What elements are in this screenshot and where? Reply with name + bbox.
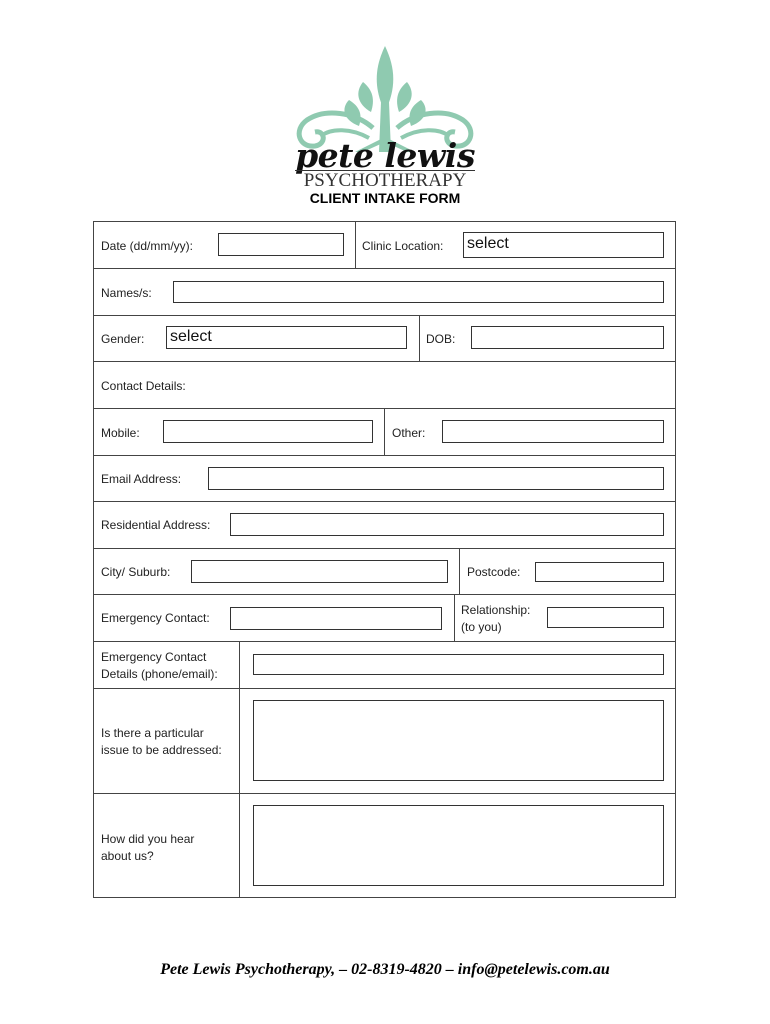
form-title: CLIENT INTAKE FORM xyxy=(309,190,461,206)
residential-address-field[interactable] xyxy=(230,513,664,536)
row-city-postcode xyxy=(94,549,675,595)
email-field[interactable] xyxy=(208,467,664,490)
issue-label: Is there a particular xyxy=(101,726,204,740)
date-label: Date (dd/mm/yy): xyxy=(101,239,194,253)
postcode-field[interactable] xyxy=(535,562,664,582)
clinic-location-select[interactable]: select xyxy=(463,232,664,258)
footer-contact: Pete Lewis Psychotherapy, – 02-8319-4820 – info@petelewis.com.au xyxy=(160,961,610,978)
postcode-label: Postcode: xyxy=(467,565,521,579)
names-label: Names/s: xyxy=(101,286,152,300)
divider xyxy=(239,642,240,688)
logo xyxy=(285,42,485,190)
divider xyxy=(454,595,455,641)
row-date-clinic xyxy=(94,222,675,269)
contact-details-heading: Contact Details: xyxy=(101,379,186,393)
residential-address-label: Residential Address: xyxy=(101,518,211,532)
mobile-field[interactable] xyxy=(163,420,373,443)
emergency-contact-label: Emergency Contact: xyxy=(101,611,210,625)
divider xyxy=(355,222,356,268)
mobile-label: Mobile: xyxy=(101,426,140,440)
relationship-label: Relationship: xyxy=(461,603,531,617)
row-contact-details xyxy=(94,362,675,409)
logo-subtitle: PSYCHOTHERAPY xyxy=(295,170,475,191)
divider xyxy=(419,316,420,361)
emergency-contact-field[interactable] xyxy=(230,607,442,630)
issue-sublabel: issue to be addressed: xyxy=(101,743,222,757)
city-suburb-field[interactable] xyxy=(191,560,448,583)
row-mobile-other xyxy=(94,409,675,456)
gender-select[interactable]: select xyxy=(166,326,407,349)
dob-label: DOB: xyxy=(426,332,456,346)
other-field[interactable] xyxy=(442,420,664,443)
issue-textarea[interactable] xyxy=(253,700,664,781)
emergency-details-field[interactable] xyxy=(253,654,664,675)
row-issue xyxy=(94,689,675,794)
referral-label: How did you hear xyxy=(101,832,195,846)
other-label: Other: xyxy=(392,426,426,440)
row-emergency-details xyxy=(94,642,675,689)
email-label: Email Address: xyxy=(101,472,182,486)
relationship-sublabel: (to you) xyxy=(461,620,502,634)
row-emergency-contact xyxy=(94,595,675,642)
referral-textarea[interactable] xyxy=(253,805,664,886)
row-gender-dob xyxy=(94,316,675,362)
row-names xyxy=(94,269,675,316)
emergency-details-label: Emergency Contact xyxy=(101,650,207,664)
relationship-field[interactable] xyxy=(547,607,664,628)
row-referral xyxy=(94,794,675,897)
city-suburb-label: City/ Suburb: xyxy=(101,565,171,579)
dob-field[interactable] xyxy=(471,326,664,349)
divider xyxy=(459,549,460,594)
divider xyxy=(384,409,385,455)
divider xyxy=(239,689,240,793)
names-field[interactable] xyxy=(173,281,664,303)
intake-form xyxy=(93,221,676,898)
referral-sublabel: about us? xyxy=(101,849,154,863)
row-residential-address xyxy=(94,502,675,549)
emergency-details-sublabel: Details (phone/email): xyxy=(101,667,218,681)
logo-name: pete lewis xyxy=(295,136,475,175)
clinic-location-label: Clinic Location: xyxy=(362,239,444,253)
gender-label: Gender: xyxy=(101,332,145,346)
row-email xyxy=(94,456,675,502)
divider xyxy=(239,794,240,897)
date-field[interactable] xyxy=(218,233,344,256)
